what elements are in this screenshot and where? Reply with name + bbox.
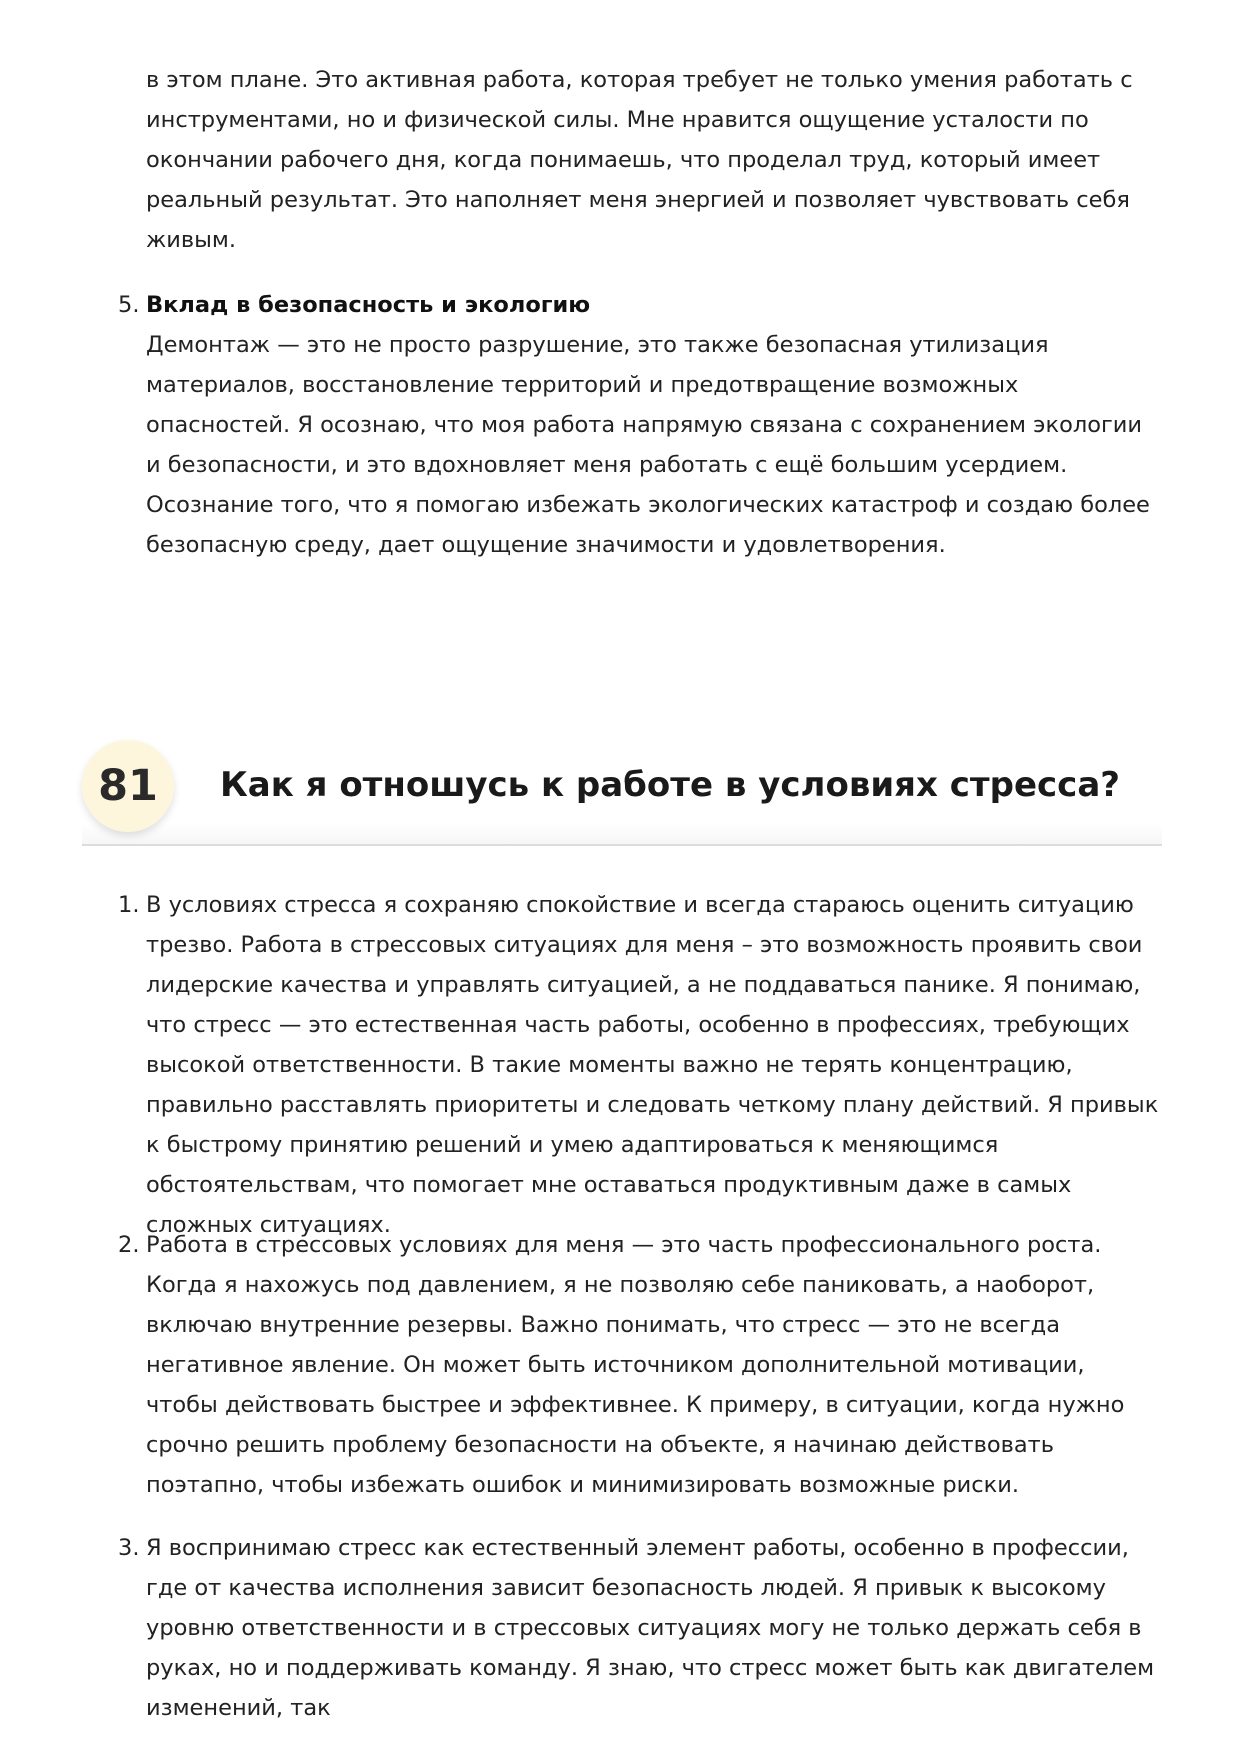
- section-header: [82, 740, 1162, 846]
- section-list-item-2: Работа в стрессовых условиях для меня — это часть профессионального роста. Когда я нахожусь под давлением, я не позволяю себе паниковать, а наоборот, включаю внутренние резервы. Важно понимать, что стресс — это не всегда негативное явление. Он может быть источником дополнительной мотивации, чтобы действовать быстрее и эффективнее. К примеру, в ситуации, когда нужно срочно решить проблему безопасности на объекте, я начинаю действовать поэтапно, чтобы избежать ошибок и минимизировать возможные риски.: [146, 1232, 1125, 1498]
- section-list-number-1: 1.: [118, 892, 140, 918]
- list-item-5-text: Демонтаж — это не просто разрушение, это также безопасная утилизация материалов, восстановление территорий и предотвращение возможных опасностей. Я осознаю, что моя работа напрямую связана с сохранением экологии и безопасности, и это вдохновляет меня работать с ещё большим усердием. Осознание того, что я помогаю избежать экологических катастроф и создаю более безопасную среду, дает ощущение значимости и удовлетворения.: [146, 332, 1150, 558]
- section-number-badge: 81: [82, 740, 174, 832]
- list-item-5-title: Вклад в безопасность и экологию: [146, 292, 591, 318]
- section-list-item-1: В условиях стресса я сохраняю спокойствие и всегда стараюсь оценить ситуацию трезво. Работа в стрессовых ситуациях для меня – это возможность проявить свои лидерские качества и управлять ситуацией, а не поддаваться панике. Я понимаю, что стресс — это естественная часть работы, особенно в профессиях, требующих высокой ответственности. В такие моменты важно не терять концентрацию, правильно расставлять приоритеты и следовать четкому плану действий. Я привык к быстрому принятию решений и умею адаптироваться к меняющимся обстоятельствам, что помогает мне оставаться продуктивным даже в самых сложных ситуациях.: [146, 892, 1159, 1238]
- section-list-number-2: 2.: [118, 1232, 140, 1258]
- section-title: Как я отношусь к работе в условиях стресса?: [220, 765, 1120, 805]
- section-list-item-3: Я воспринимаю стресс как естественный элемент работы, особенно в профессии, где от качества исполнения зависит безопасность людей. Я привык к высокому уровню ответственности и в стрессовых ситуациях могу не только держать себя в руках, но и поддерживать команду. Я знаю, что стресс может быть как двигателем изменений, так: [146, 1535, 1155, 1721]
- previous-item-continuation: в этом плане. Это активная работа, которая требует не только умения работать с инструментами, но и физической силы. Мне нравится ощущение усталости по окончании рабочего дня, когда понимаешь, что проделал труд, который имеет реальный результат. Это наполняет меня энергией и позволяет чувствовать себя живым.: [146, 67, 1133, 253]
- list-number-5: 5.: [118, 292, 140, 318]
- section-list-number-3: 3.: [118, 1535, 140, 1561]
- list-item-5: [146, 285, 1162, 565]
